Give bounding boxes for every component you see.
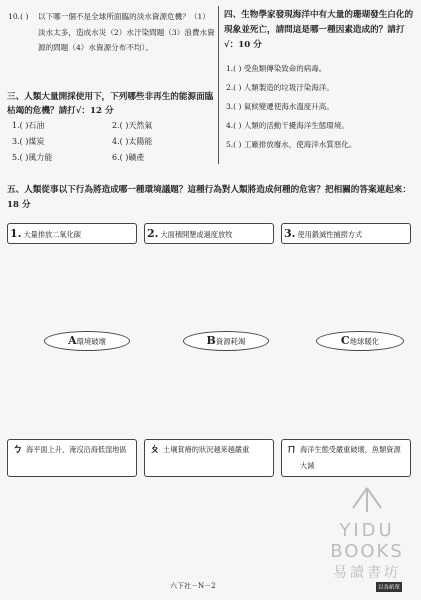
sec4-option-4-blank: 4.( ) [226,121,242,130]
column-divider [218,6,219,164]
section-3-title: 三、人類大量開採使用下，下列哪些非再生的能源面臨枯竭的危機？請打√：12 分 [7,92,214,116]
sec4-option-4[interactable] [226,120,349,131]
sec4-option-5-blank: 5.( ) [226,140,242,149]
harm-3-symbol: ㄇ [286,442,297,455]
option-2-blank: 2.( ) [112,121,129,130]
option-4[interactable] [112,136,152,147]
option-5-blank: 5.( ) [12,153,29,162]
sec4-option-2-text: 人類製造的垃圾汙染海洋。 [243,83,334,92]
behavior-1-number: 1. [10,227,22,240]
behavior-3-number: 3. [284,227,296,240]
option-6[interactable] [112,152,144,163]
option-1[interactable] [12,120,44,131]
option-2[interactable] [112,120,152,131]
sec4-option-3-blank: 3.( ) [226,102,242,111]
issue-oval-c[interactable] [316,331,404,351]
harm-box-2[interactable] [144,439,274,477]
option-3-label: 煤炭 [28,137,45,146]
harm-box-1[interactable] [7,439,137,477]
sec4-option-5[interactable] [226,139,356,150]
option-1-label: 石油 [28,121,45,130]
harm-1-symbol: ㄅ [12,442,23,455]
watermark-line-2: BOOKS [330,541,404,562]
sec4-option-3-text: 氣候變遷使海水溫度升高。 [243,102,334,111]
harm-1-text: 海平面上升，淹沒沿海低窪地區 [26,445,127,454]
sec4-option-1-text: 受魚類傳染致命的病毒。 [243,64,327,73]
behavior-box-2[interactable] [144,223,274,244]
sec4-option-1[interactable] [226,63,326,74]
book-logo-icon [347,484,387,516]
section-4-title: 四、生物學家發現海洋中有大量的珊瑚發生白化的現象並死亡，請問這是哪一種因素造成的？請打√：10 分 [224,10,414,50]
behavior-box-1[interactable] [7,223,137,244]
issue-b-text: 資源耗竭 [215,337,246,346]
option-6-blank: 6.( ) [112,153,129,162]
option-4-blank: 4.( ) [112,137,129,146]
harm-box-3[interactable] [281,439,411,477]
behavior-box-3[interactable] [281,223,411,244]
option-2-label: 天然氣 [128,121,153,130]
issue-oval-a[interactable] [44,331,130,351]
sec4-option-2[interactable] [226,82,334,93]
behavior-3-text: 使用鍛滅性捕撈方式 [297,230,363,239]
footer-tag: 以各紙單 [376,582,402,592]
issue-a-text: 環境破壞 [76,337,107,346]
behavior-2-text: 大面積開墾或過度放牧 [160,230,233,239]
watermark-line-1: YIDU [339,520,395,541]
option-4-label: 太陽能 [128,137,153,146]
option-3[interactable] [12,136,44,147]
question-10-number: 10.( ) [8,12,29,21]
behavior-2-number: 2. [147,227,159,240]
sec4-option-1-blank: 1.( ) [226,64,242,73]
option-5[interactable] [12,152,52,163]
section-5-title: 五、人類從事以下行為將造成哪一種環境議題？這種行為對人類將造成何種的危害？把相關的答案連起來：18 分 [7,185,411,210]
publisher-watermark [318,484,416,582]
sec4-option-4-text: 人類的活動干擾海洋生態環境。 [243,121,349,130]
page-footer: 六下社－N－2 [170,582,216,590]
issue-b-letter: B [206,334,216,347]
issue-c-text: 地球暖化 [349,337,380,346]
behavior-1-text: 大量排放二氧化碳 [23,230,81,239]
harm-3-text: 海洋生態受嚴重破壞，魚類資源大減 [300,445,401,470]
question-10-text: 以下哪一個不是全球所面臨的淡水資源危機？（1）淡水太多，造成水災（2）水汙染問題（3）浪費水資源的問題（4）水資源分布不均）。 [38,12,215,52]
question-10 [8,9,216,56]
option-6-label: 礦產 [128,153,145,162]
sec4-option-5-text: 工廠排放廢水，使海洋水質惡化。 [243,140,357,149]
harm-2-text: 土壤貧瘠的狀況越來越嚴重 [163,445,250,454]
option-1-blank: 1.( ) [12,121,29,130]
option-5-label: 風力能 [28,153,53,162]
issue-a-letter: A [67,334,77,347]
watermark-line-3: 易讀書坊 [333,565,401,581]
issue-c-letter: C [340,334,350,347]
sec4-option-2-blank: 2.( ) [226,83,242,92]
sec4-option-3[interactable] [226,101,334,112]
issue-oval-b[interactable] [183,331,269,351]
option-3-blank: 3.( ) [12,137,29,146]
harm-2-symbol: ㄆ [149,442,160,455]
